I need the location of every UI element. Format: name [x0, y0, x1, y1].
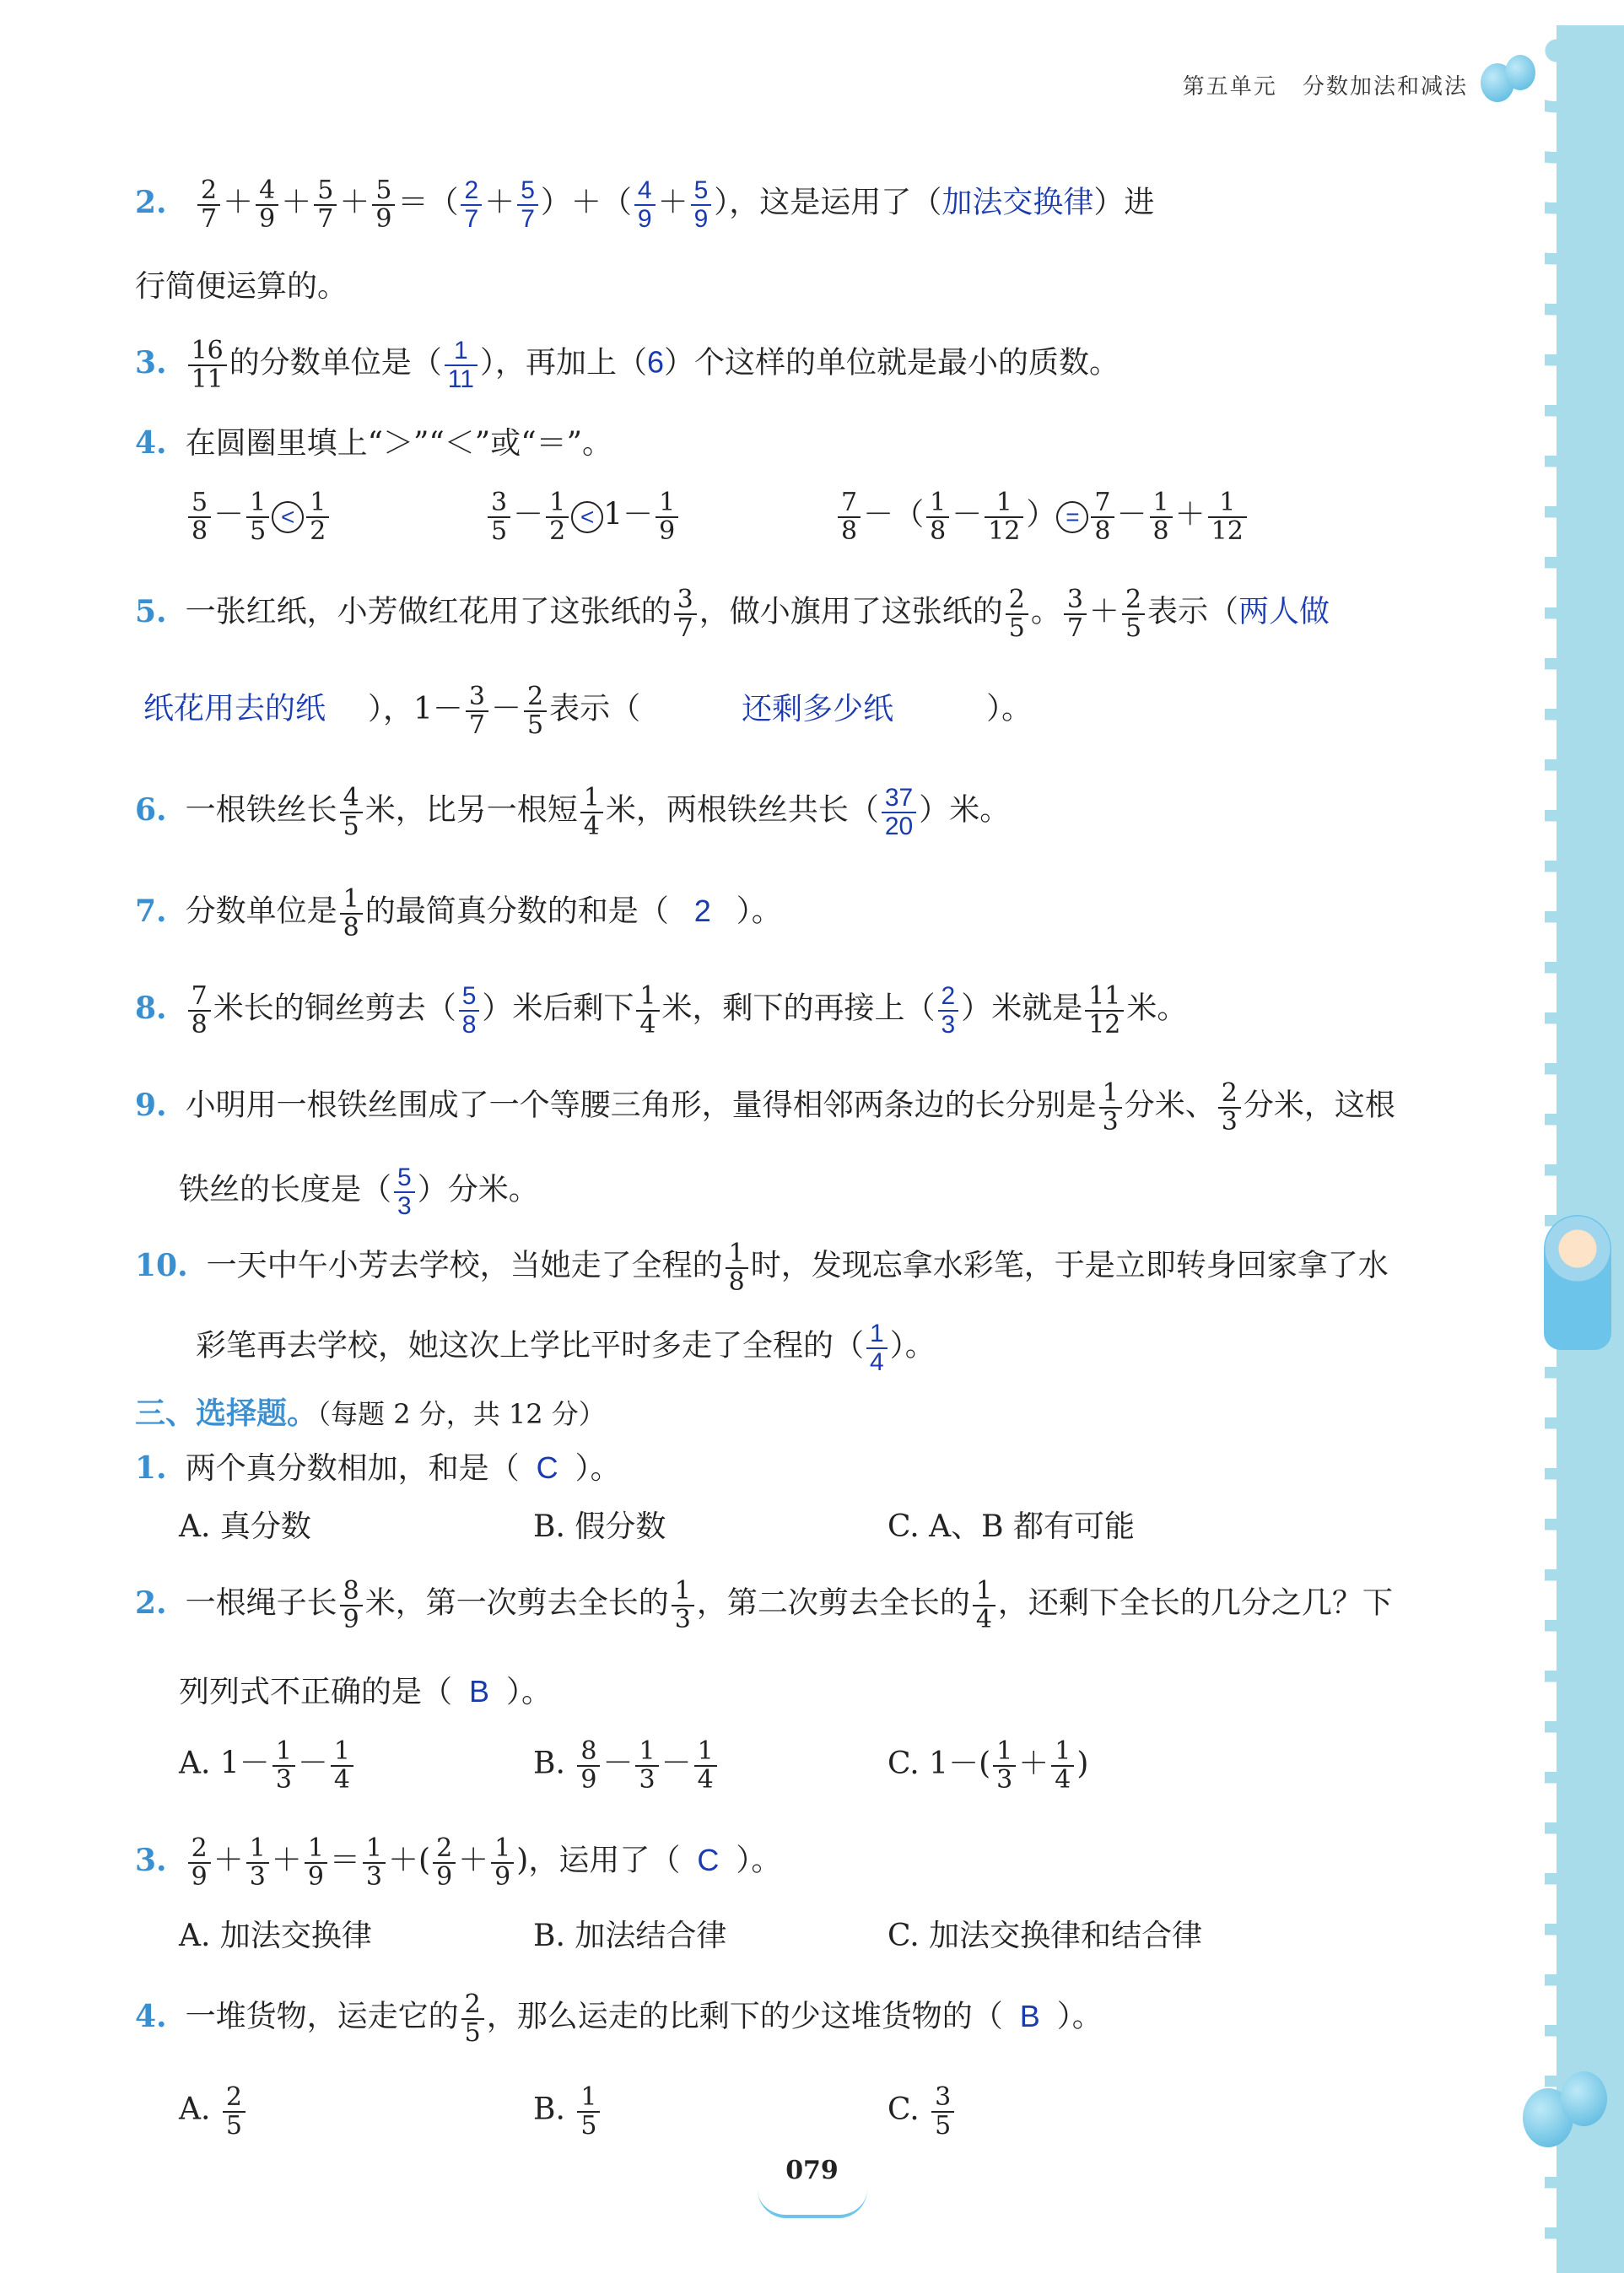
answer-fraction: $\frac{5}{8}$ — [459, 983, 480, 1038]
question-10: 10. 一天中午小芳去学校，当她走了全程的 $\frac{1}{8}$ 时，发现忘拿水彩笔，于是立即转身回家拿了水 — [135, 1239, 1389, 1297]
topic-label: 分数加法和减法 — [1302, 74, 1468, 100]
comparison-1: $\frac{5}{8}$ － $\frac{1}{5}$ < $\frac{1}{2}$ — [186, 489, 332, 544]
choice-question-3: 3. $\frac{2}{9}$ ＋ $\frac{1}{3}$ ＋ $\frac{1}{9}$ ＝ $\frac{1}{3}$ ＋( $\frac{2}{9}$ ＋ $\frac{1}{9}$ )，运用了（ C ）。 — [135, 1833, 782, 1892]
question-5: 5. 一张红纸，小芳做红花用了这张纸的 $\frac{3}{7}$ ，做小旗用了这张纸的 $\frac{2}{5}$ 。 $\frac{3}{7}$ ＋ $\frac{2}{5}$ 表示（两人做 — [135, 585, 1330, 643]
compare-circle: < — [272, 501, 304, 533]
answer-text: B — [1019, 1998, 1040, 2033]
answer-text: C — [697, 1842, 720, 1877]
answer-fraction: $\frac{2}{7}$ — [461, 177, 482, 232]
fraction: $\frac{5}{9}$ — [372, 177, 395, 232]
answer-text: 6 — [646, 344, 664, 380]
choice-options-1: A. 真分数 B. 假分数 C. A、B 都有可能 — [179, 1509, 1136, 1544]
answer-text: B — [469, 1674, 490, 1709]
section-3-title: 三、选择题。（每题 2 分，共 12 分） — [135, 1396, 606, 1431]
page-header — [1183, 69, 1468, 100]
fraction: $\frac{16}{11}$ — [188, 337, 227, 392]
fraction: $\frac{2}{7}$ — [197, 177, 220, 232]
answer-text: 2 — [693, 893, 711, 928]
side-decoration-band — [1557, 25, 1624, 2273]
answer-fraction: $\frac{5}{7}$ — [517, 177, 538, 232]
answer-text: 还剩多少纸 — [742, 690, 894, 726]
choice-question-2: 2. 一根绳子长 $\frac{8}{9}$ 米，第一次剪去全长的 $\frac{1}{3}$ ，第二次剪去全长的 $\frac{1}{4}$ ，还剩下全长的几分之几？下 — [135, 1576, 1393, 1634]
answer-text: 两人做 — [1238, 593, 1330, 629]
balloon-icon — [1505, 55, 1535, 90]
answer-fraction: $\frac{1}{11}$ — [445, 337, 477, 392]
answer-fraction: $\frac{2}{3}$ — [938, 983, 959, 1038]
choice-question-1: 1. 两个真分数相加，和是（ C ）。 — [135, 1450, 621, 1486]
compare-circle: < — [571, 501, 603, 533]
choice-options-4: A. $\frac{2}{5}$ B. $\frac{1}{5}$ C. $\frac{3}{5}$ — [179, 2084, 957, 2139]
choice-options-2: A. 1－ $\frac{1}{3}$ － $\frac{1}{4}$ B. $\frac{8}{9}$ － $\frac{1}{3}$ － $\frac{1}{4}$ C. 1－( $\frac{1}{3}$ ＋ $\frac{1}{4}$ ) — [179, 1736, 1089, 1795]
question-7: 7. 分数单位是 $\frac{1}{8}$ 的最简真分数的和是（ 2 ）。 — [135, 884, 782, 942]
fraction: $\frac{4}{9}$ — [256, 177, 278, 232]
page-number-decoration — [758, 2189, 867, 2218]
question-2: 2. $\frac{2}{7}$ ＋ $\frac{4}{9}$ ＋ $\frac{5}{7}$ ＋ $\frac{5}{9}$ ＝（ $\frac{2}{7}$ ＋ $\frac{5}{7}$ ）＋（ $\frac{4}{9}$ ＋ $\frac{5}{9}$ ），这是运用了（加法交换律）进 — [135, 175, 1155, 234]
question-9: 9. 小明用一根铁丝围成了一个等腰三角形，量得相邻两条边的长分别是 $\frac{1}{3}$ 分米、 $\frac{2}{3}$ 分米，这根 — [135, 1078, 1395, 1136]
question-10-line-2: 彩笔再去学校，她这次上学比平时多走了全程的（ $\frac{1}{4}$ ）。 — [196, 1320, 936, 1376]
fraction: $\frac{5}{7}$ — [314, 177, 337, 232]
choice-question-2-line-2: 列列式不正确的是（ B ）。 — [179, 1674, 553, 1709]
question-9-line-2: 铁丝的长度是（ $\frac{5}{3}$ ）分米。 — [179, 1163, 539, 1220]
answer-text: C — [536, 1450, 558, 1485]
question-number: 2. — [135, 184, 167, 220]
choice-question-4: 4. 一堆货物，运走它的 $\frac{2}{5}$ ，那么运走的比剩下的少这堆货物的（ B ）。 — [135, 1990, 1103, 2048]
choice-options-3: A. 加法交换律 B. 加法结合律 C. 加法交换律和结合律 — [179, 1919, 1203, 1953]
girl-mascot-icon — [1544, 1215, 1611, 1350]
comparison-2: $\frac{3}{5}$ － $\frac{1}{2}$ < 1－ $\frac{1}{9}$ — [485, 489, 681, 544]
question-4: 4. 在圆圈里填上“＞”“＜”或“＝”。 — [135, 425, 613, 461]
answer-fraction: $\frac{5}{9}$ — [691, 177, 712, 232]
compare-circle: = — [1056, 501, 1088, 533]
question-6: 6. 一根铁丝长 $\frac{4}{5}$ 米，比另一根短 $\frac{1}{4}$ 米，两根铁丝共长（ $\frac{37}{20}$ ）米。 — [135, 783, 1011, 841]
answer-fraction: $\frac{37}{20}$ — [882, 785, 916, 840]
question-2-line-2: 行简便运算的。 — [135, 269, 348, 304]
answer-fraction: $\frac{4}{9}$ — [634, 177, 656, 232]
question-3: 3. $\frac{16}{11}$ 的分数单位是（ $\frac{1}{11}$ ），再加上（6）个这样的单位就是最小的质数。 — [135, 336, 1120, 394]
comparison-3: $\frac{7}{8}$ －（ $\frac{1}{8}$ － $\frac{1}{12}$ ） = $\frac{7}{8}$ － $\frac{1}{8}$ ＋ $\frac{1}{12}$ — [835, 489, 1249, 544]
question-5-line-2: 纸花用去的纸 ），1－ $\frac{3}{7}$ － $\frac{2}{5}$ 表示（ 还剩多少纸 ）。 — [143, 682, 1033, 740]
question-8: 8. $\frac{7}{8}$ 米长的铜丝剪去（ $\frac{5}{8}$ ）米后剩下 $\frac{1}{4}$ 米，剩下的再接上（ $\frac{2}{3}$ ）米就是 $\frac{11}{12}$ 米。 — [135, 981, 1188, 1039]
answer-text: 纸花用去的纸 — [143, 690, 326, 726]
answer-fraction: $\frac{5}{3}$ — [394, 1164, 415, 1219]
unit-label: 第五单元 — [1182, 74, 1277, 100]
answer-fraction: $\frac{1}{4}$ — [866, 1320, 888, 1375]
balloon-icon — [1561, 2071, 1607, 2126]
page-number: 079 — [785, 2156, 839, 2185]
answer-text: 加法交换律 — [941, 184, 1094, 219]
